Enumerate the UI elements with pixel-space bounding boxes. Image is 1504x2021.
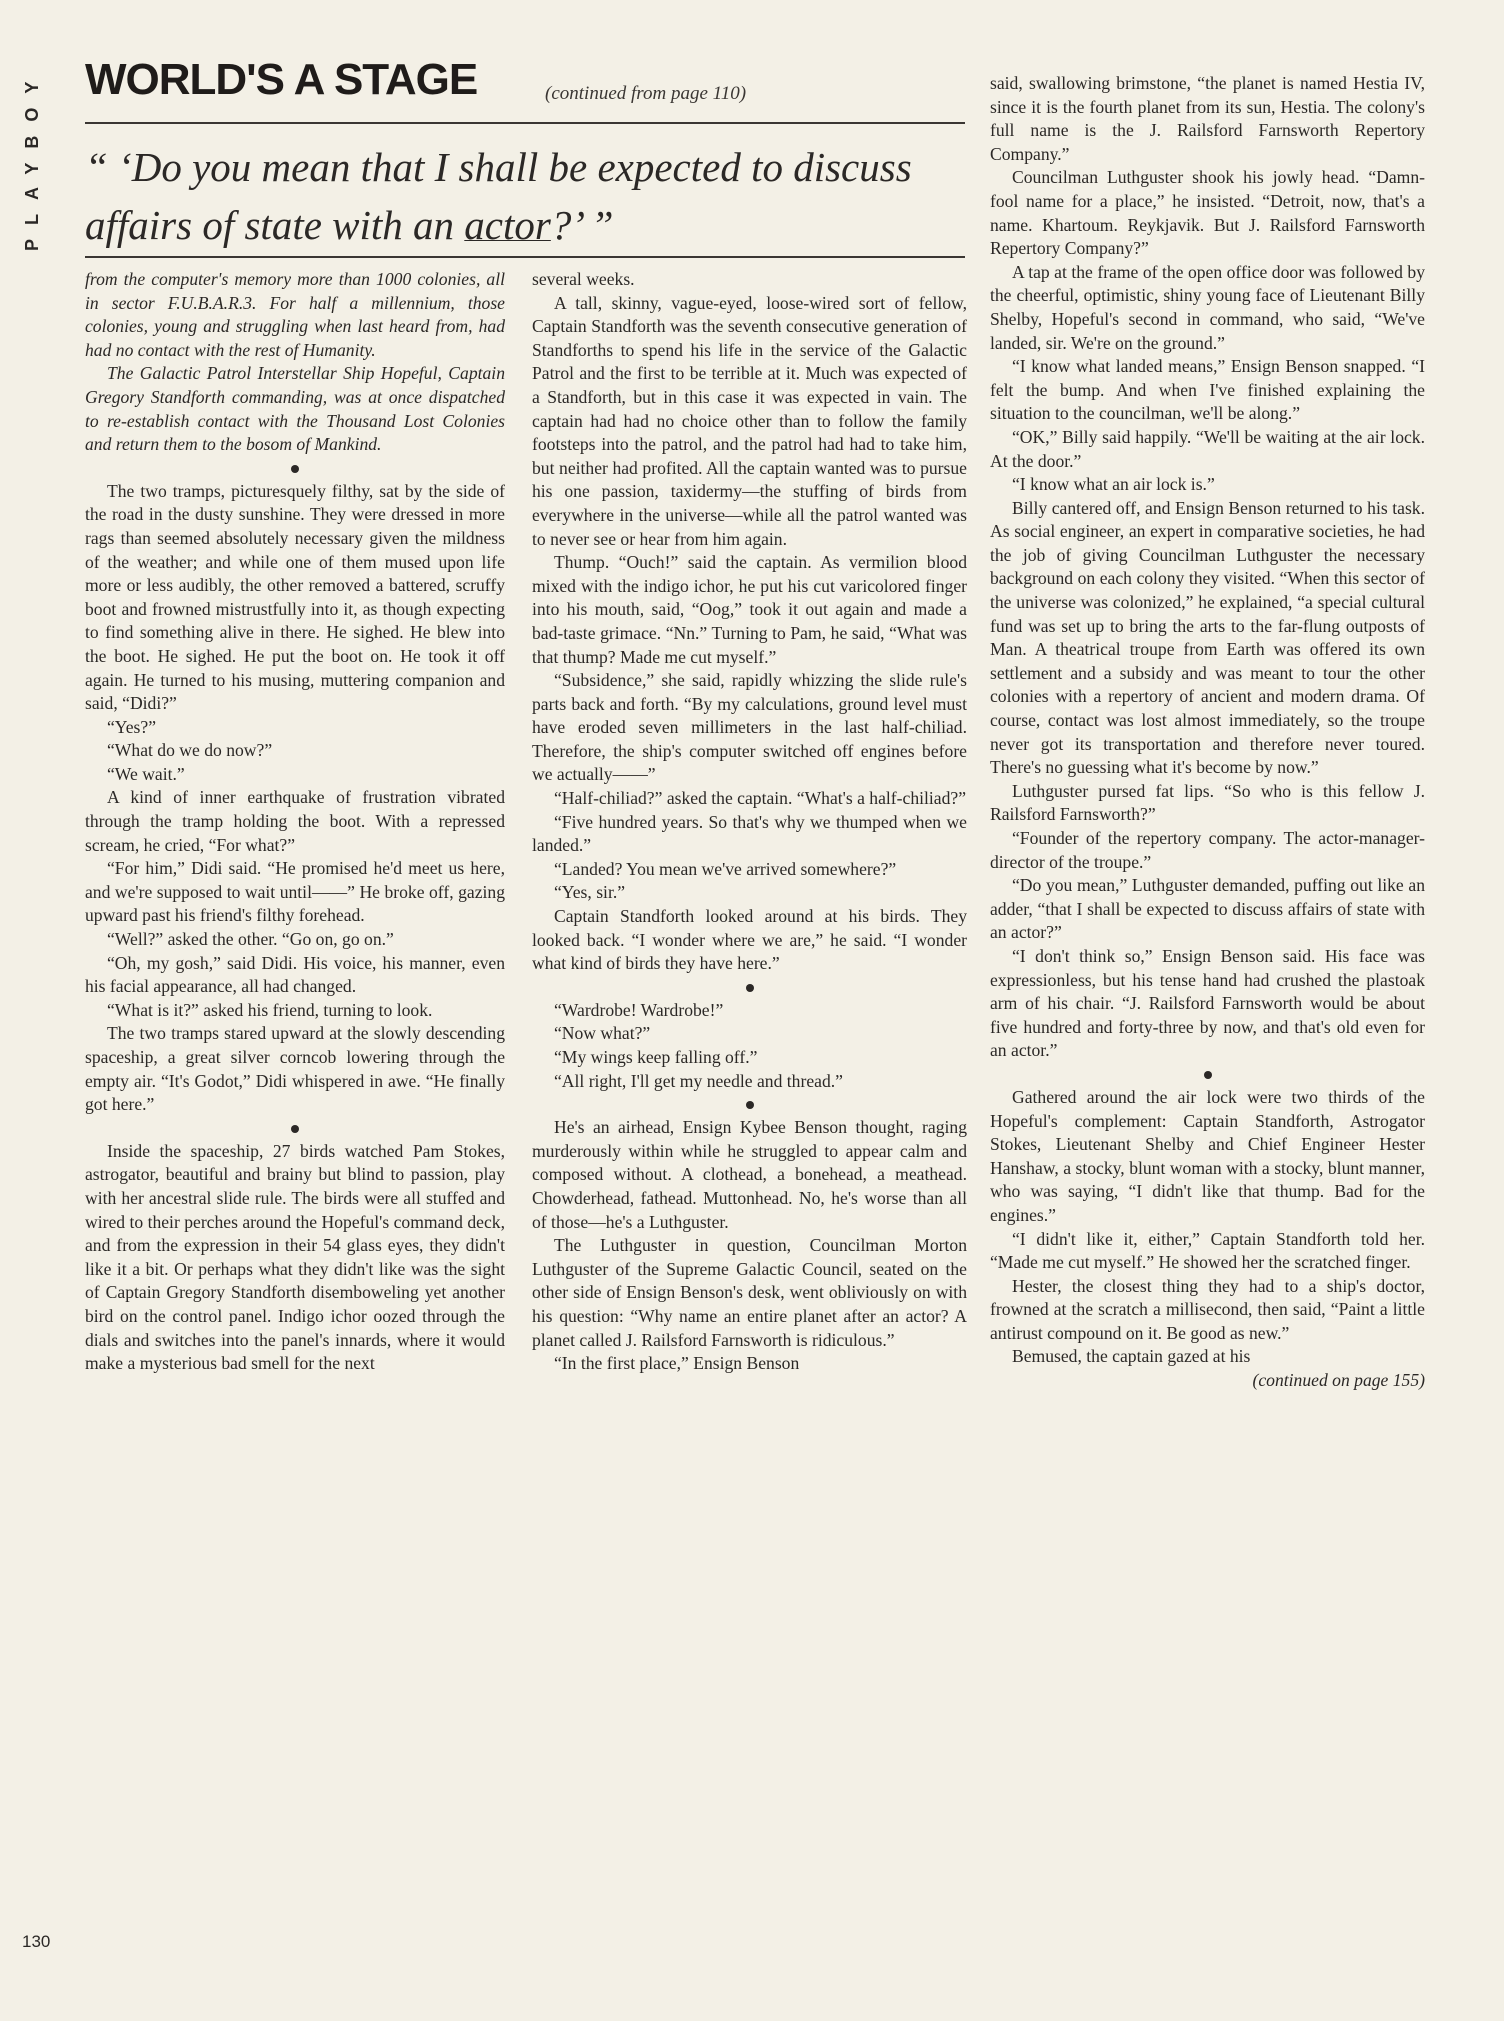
- paragraph: “Founder of the repertory company. The actor-manager-director of the troupe.”: [990, 828, 1425, 872]
- paragraph: “All right, I'll get my needle and thread.”: [554, 1070, 843, 1091]
- pullquote-bottom-rule: [85, 256, 965, 258]
- article-title: WORLD'S A STAGE: [85, 55, 478, 104]
- pullquote-text-before: “ ‘Do you mean that I shall be expected to discuss affairs of state with an: [85, 144, 912, 248]
- paragraph: “Five hundred years. So that's why we thumped when we landed.”: [532, 811, 967, 856]
- paragraph: from the computer's memory more than 1000 colonies, all in sector F.U.B.A.R.3. For half a millennium, those colonies, young and struggling when last heard from, had had no contact with the rest of Humanity.: [85, 269, 505, 360]
- text-column-2: [532, 268, 967, 1376]
- paragraph: said, swallowing brimstone, “the planet is named Hestia IV, since it is the fourth planet from its sun, Hestia. The colony's full name is the J. Railsford Farnsworth Repertory Company.”: [990, 73, 1425, 164]
- paragraph: “Yes, sir.”: [554, 882, 626, 903]
- section-break-bullet: [746, 984, 754, 992]
- pullquote: [85, 138, 965, 254]
- paragraph: “What is it?” asked his friend, turning to look.: [107, 999, 433, 1020]
- paragraph: “My wings keep falling off.”: [554, 1047, 758, 1067]
- article-header: [85, 55, 965, 103]
- section-block: [85, 480, 505, 1117]
- continued-from-note: (continued from page 110): [545, 83, 747, 104]
- paragraph: Hester, the closest thing they had to a ship's doctor, frowned at the scratch a millisecond, then said, “Paint a little antirust compound on it. Be good as new.”: [990, 1275, 1425, 1343]
- paragraph: “I don't think so,” Ensign Benson said. His face was expressionless, but his tense hand had crushed the plastoak arm of his chair. “J. Railsford Farnsworth would be about five hundred and forty-three by now, and that's old even for an actor.”: [990, 945, 1425, 1061]
- paragraph: “Landed? You mean we've arrived somewhere?”: [554, 858, 897, 879]
- paragraph: “Do you mean,” Luthguster demanded, puffing out like an adder, “that I shall be expected to discuss affairs of state with an actor?”: [990, 875, 1425, 943]
- paragraph: “We wait.”: [107, 763, 185, 784]
- paragraph: “I know what an air lock is.”: [1012, 474, 1215, 495]
- paragraph: several weeks.: [532, 269, 635, 289]
- paragraph: Billy cantered off, and Ensign Benson returned to his task. As social engineer, an expert in comparative societies, he had the job of giving Councilman Luthguster the necessary background on each colony they visited. “When this sector of the universe was colonized,” he explained, “a special cultural fund was set up to bring the arts to the far-flung outposts of Man. A theatrical troupe from Earth was offered its own settlement and a subsidy and was meant to tour the other colonies with a repertory of ancient and modern drama. Of course, contact was lost almost immediately, so the troupe never got its transportation and therefore never toured. There's no guessing what it's become by now.”: [990, 497, 1425, 778]
- paragraph: “In the first place,” Ensign Benson: [554, 1353, 800, 1374]
- paragraph: “Well?” asked the other. “Go on, go on.”: [107, 929, 394, 950]
- paragraph: The Galactic Patrol Interstellar Ship Hopeful, Captain Gregory Standforth commanding, was at once dispatched to re-establish contact with the Thousand Lost Colonies and return them to the bosom of Mankind.: [85, 363, 505, 455]
- paragraph: A tall, skinny, vague-eyed, loose-wired sort of fellow, Captain Standforth was the seventh consecutive generation of Standforths to spend his life in the service of the Galactic Patrol and the first to be terrible at it. Much was expected of a Standforth, but in this case it was expected in vain. The captain had had no choice other than to follow the family footsteps into the patrol, and the patrol had had to take him, but neither had profited. All the captain wanted was to pursue his one passion, taxidermy—the stuffing of birds from everywhere in the universe—while all the patrol wanted was to never see or hear from him again.: [532, 292, 967, 549]
- pullquote-underlined-word: actor: [464, 202, 551, 248]
- text-column-1: [85, 268, 505, 1376]
- paragraph: The Luthguster in question, Councilman Morton Luthguster of the Supreme Galactic Council, seated on the other side of Ensign Benson's desk, went obliviously on with his question: “Why name an entire planet after an actor? A planet called J. Railsford Farnsworth is ridiculous.”: [532, 1235, 967, 1350]
- paragraph: “Now what?”: [554, 1023, 651, 1044]
- paragraph: “OK,” Billy said happily. “We'll be waiting at the air lock. At the door.”: [990, 426, 1425, 471]
- paragraph: The two tramps, picturesquely filthy, sat by the side of the road in the dusty sunshine. They were dressed in more rags than seemed absolutely necessary given the mildness of the weather; and while one of them mused upon life more or less audibly, the other removed a battered, scruffy boot and frowned mistrustfully into it, as though expecting to find something alive in there. He sighed. He blew into the boot. He sighed. He put the boot on. He took it off again. He turned to his musing, muttering companion and said, “Didi?”: [85, 480, 505, 714]
- paragraph: Captain Standforth looked around at his birds. They looked back. “I wonder where we are,” he said. “I wonder what kind of birds they have here.”: [532, 906, 967, 974]
- section-block: [990, 1086, 1425, 1369]
- paragraph: Bemused, the captain gazed at his: [1012, 1346, 1251, 1367]
- section-break-bullet: [1204, 1071, 1212, 1079]
- paragraph: Gathered around the air lock were two thirds of the Hopeful's complement: Captain Standforth, Astrogator Stokes, Lieutenant Shelby and Chief Engineer Hester Hanshaw, a stocky, blunt woman with a stocky, blunt manner, who was saying, “I didn't like that thump. Bad for the engines.”: [990, 1086, 1425, 1225]
- paragraph: “Half-chiliad?” asked the captain. “What's a half-chiliad?”: [554, 788, 967, 809]
- paragraph: “Oh, my gosh,” said Didi. His voice, his manner, even his facial appearance, all had changed.: [85, 952, 505, 997]
- paragraph: “What do we do now?”: [107, 740, 273, 761]
- intro-block: [85, 268, 505, 457]
- section-break-bullet: [746, 1101, 754, 1109]
- section-block: [532, 1116, 967, 1376]
- continued-on-note: (continued on page 155): [1252, 1370, 1425, 1391]
- section-break-bullet: [291, 1125, 299, 1133]
- pullquote-top-rule: [85, 122, 965, 124]
- page-number: 130: [22, 1932, 51, 1951]
- paragraph: “For him,” Didi said. “He promised he'd meet us here, and we're supposed to wait until——” He broke off, gazing upward past his friend's filthy forehead.: [85, 858, 505, 926]
- pullquote-text-after: ?’ ”: [550, 202, 614, 248]
- paragraph: He's an airhead, Ensign Kybee Benson thought, raging murderously within while he struggled to appear calm and composed without. A clothead, a bonehead, a meathead. Chowderhead, fathead. Muttonhead. No, he's worse than all of those—he's a Luthguster.: [532, 1117, 967, 1232]
- paragraph: Councilman Luthguster shook his jowly head. “Damn-fool name for a place,” he insisted. “Detroit, now, that's a name. Khartoum. Reykjavik. But J. Railsford Farnsworth Repertory Company?”: [990, 167, 1425, 259]
- section-block: [532, 268, 967, 976]
- paragraph: Luthguster pursed fat lips. “So who is this fellow J. Railsford Farnsworth?”: [990, 780, 1425, 825]
- paragraph: “Wardrobe! Wardrobe!”: [554, 999, 724, 1020]
- paragraph: “I know what landed means,” Ensign Benson snapped. “I felt the bump. And when I've finished explaining the situation to the councilman, we'll be along.”: [990, 356, 1425, 424]
- section-block: [990, 72, 1425, 1063]
- paragraph: A tap at the frame of the open office door was followed by the cheerful, optimistic, shiny young face of Lieutenant Billy Shelby, Hopeful's second in command, who said, “We've landed, sir. We're on the ground.”: [990, 261, 1425, 353]
- paragraph: “Yes?”: [107, 716, 157, 737]
- side-brand-label: PLAYBOY: [22, 68, 42, 252]
- paragraph: Inside the spaceship, 27 birds watched Pam Stokes, astrogator, beautiful and brainy but blind to passion, play with her ancestral slide rule. The birds were all stuffed and wired to their perches around the Hopeful's command deck, and from the expression in their 54 glass eyes, they didn't like it a bit. Or perhaps what they didn't like was the sight of Captain Gregory Standforth disemboweling yet another bird on the control panel. Indigo ichor oozed through the dials and switches into the panel's innards, where it would make a mysterious bad smell for the next: [85, 1140, 505, 1374]
- paragraph: “I didn't like it, either,” Captain Standforth told her. “Made me cut myself.” He showed her the scratched finger.: [990, 1228, 1425, 1273]
- section-break-bullet: [291, 465, 299, 473]
- section-block: [85, 1140, 505, 1376]
- section-block: [532, 999, 967, 1093]
- paragraph: “Subsidence,” she said, rapidly whizzing the slide rule's parts back and forth. “By my calculations, ground level must have eroded seven millimeters in the last half-chiliad. Therefore, the ship's computer switched off engines before we actually——”: [532, 670, 967, 785]
- text-column-3: [990, 72, 1425, 1393]
- paragraph: The two tramps stared upward at the slowly descending spaceship, a great silver corncob lowering through the empty air. “It's Godot,” Didi whispered in awe. “He finally got here.”: [85, 1023, 505, 1115]
- paragraph: A kind of inner earthquake of frustration vibrated through the tramp holding the boot. With a repressed scream, he cried, “For what?”: [85, 787, 505, 855]
- paragraph: Thump. “Ouch!” said the captain. As vermilion blood mixed with the indigo ichor, he put his cut varicolored finger into his mouth, said, “Oog,” took it out again and made a bad-taste grimace. “Nn.” Turning to Pam, he said, “What was that thump? Made me cut myself.”: [532, 552, 967, 667]
